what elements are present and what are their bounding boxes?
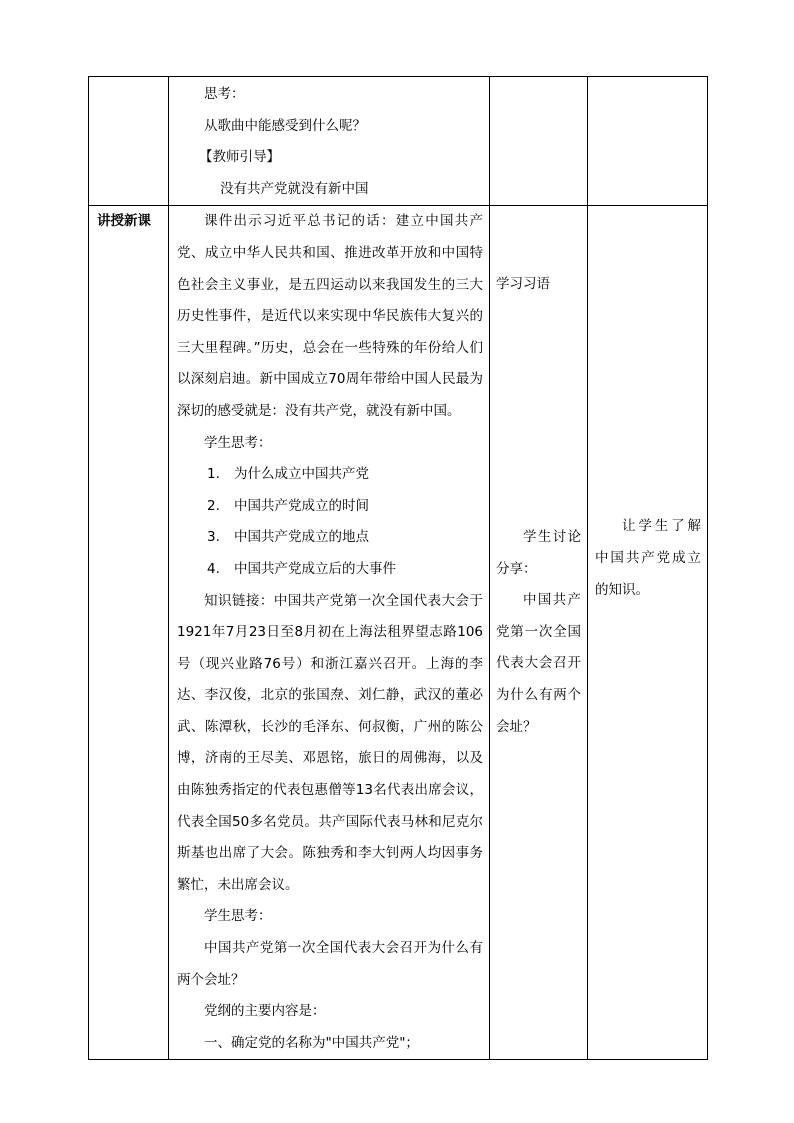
- question-number: 3.: [207, 529, 220, 546]
- question-number: 4.: [207, 560, 220, 577]
- teacher-guide-text: 没有共产党就没有新中国: [220, 180, 369, 197]
- think-label: 思考：: [204, 86, 245, 102]
- question-text: 中国共产党成立后的大事件: [234, 560, 396, 577]
- question-item-3: [177, 522, 483, 554]
- party-program-item-1: 一、确定党的名称为"中国共产党"；: [204, 1034, 419, 1051]
- student-activity-discuss-title: 学生讨论分享：: [496, 528, 581, 577]
- content-cell-intro: [169, 77, 490, 206]
- section-label-new-lesson: [89, 206, 169, 1060]
- student-activity-discuss-body: 中国共产党第一次全国代表大会召开为什么有两个会址？: [496, 592, 581, 735]
- think-question: 从歌曲中能感受到什么呢？: [204, 117, 366, 134]
- question-text: 中国共产党成立的时间: [234, 497, 369, 514]
- lesson-plan-table: [88, 76, 708, 1060]
- teacher-guide-heading: 【教师引导】: [199, 149, 280, 166]
- students-think-label-2: 学生思考：: [204, 908, 272, 925]
- question-text: 为什么成立中国共产党: [234, 466, 369, 483]
- label-cell-empty: [89, 77, 169, 206]
- student-activity-cell: [490, 206, 588, 1060]
- question-text: 中国共产党成立的地点: [234, 529, 369, 546]
- design-intent-cell: [588, 206, 708, 1060]
- activity-cell-empty: [490, 77, 588, 206]
- question-item-2: [177, 491, 483, 523]
- intro-paragraph: 课件出示习近平总书记的话：建立中国共产党、成立中华人民共和国、推进改革开放和中国特色社会主义事业，是五四运动以来我国发生的三大历史性事件，是近代以来实现中华民族伟大复兴的三大里程碑。”历史，总会在一些特殊的年份给人们以深刻启迪。新中国成立70周年带给中国人民最为深切的感受就是：没有共产党，就没有新中国。: [177, 213, 483, 419]
- students-think-label-1: 学生思考：: [204, 434, 272, 451]
- question-number: 2.: [207, 497, 220, 514]
- question-item-4: [177, 554, 483, 586]
- content-cell-new-lesson: [169, 206, 490, 1060]
- knowledge-link-paragraph: 知识链接：中国共产党第一次全国代表大会于1921年7月23日至8月初在上海法租界望志路106号（现兴业路76号）和浙江嘉兴召开。上海的李达、李汉俊，北京的张国焘、刘仁静，武汉的董必武、陈潭秋，长沙的毛泽东、何叔衡，广州的陈公博，济南的王尽美、邓恩铭，旅日的周佛海，以及由陈独秀指定的代表包惠僧等13名代表出席会议，代表全国50多名党员。共产国际代表马林和尼克尔斯基也出席了大会。陈独秀和李大钊两人均因事务繁忙，未出席会议。: [177, 592, 483, 893]
- table-row-intro: [89, 77, 708, 206]
- party-program-heading: 党纲的主要内容是：: [204, 1003, 326, 1020]
- question-number: 1.: [207, 466, 220, 483]
- intent-cell-empty: [588, 77, 708, 206]
- question-item-1: [177, 459, 483, 491]
- student-activity-study: 学习习语: [496, 276, 550, 293]
- section-label-text: 讲授新课: [97, 213, 151, 230]
- question-two-sites: 中国共产党第一次全国代表大会召开为什么有两个会址？: [177, 940, 483, 988]
- design-intent-text: 让学生了解中国共产党成立的知识。: [595, 518, 701, 598]
- table-row-new-lesson: [89, 206, 708, 1060]
